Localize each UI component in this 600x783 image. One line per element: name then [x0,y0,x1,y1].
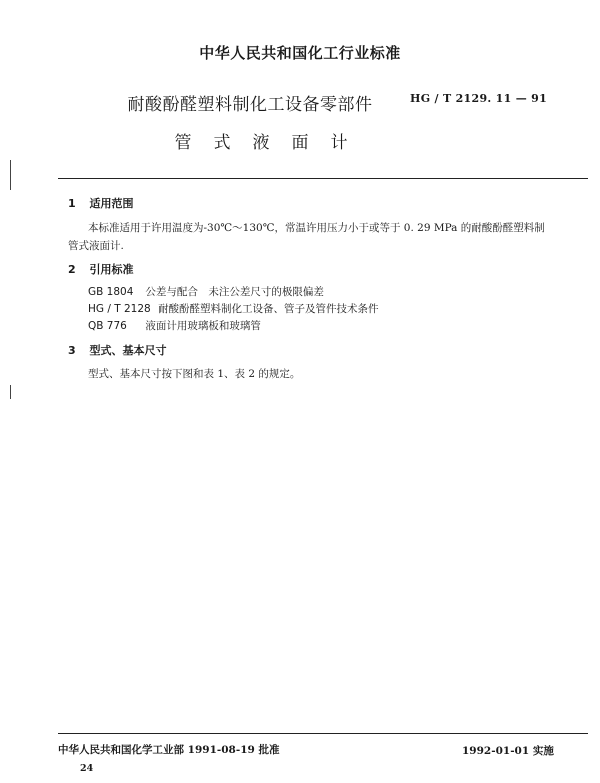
section-1-body-line-2: 管式液面计. [68,240,124,252]
implementation-date: 1992-01-01 实施 [462,745,554,757]
approval-note: 中华人民共和国化学工业部 1991-08-19 批准 [58,744,280,756]
reference-item [88,301,379,316]
reference-code: QB 776 [88,320,127,332]
section-title: 适用范围 [89,197,134,210]
reference-title: 公差与配合 未注公差尺寸的极限偏差 [145,286,324,298]
reference-item [88,318,261,333]
section-3-body: 型式、基本尺寸按下图和表 1、表 2 的规定。 [88,368,301,380]
section-1-heading [68,195,134,211]
standard-category: 中华人民共和国化工行业标准 [199,44,401,62]
page-number: 24 [80,763,94,774]
scan-artifact-line [10,160,11,190]
section-number: 3 [68,344,76,357]
section-2-heading [68,261,134,277]
standard-number: HG / T 2129. 11 — 91 [410,92,548,105]
section-number: 1 [68,197,76,210]
header-divider [58,178,588,179]
reference-title: 液面计用玻璃板和玻璃管 [145,320,261,332]
section-title: 型式、基本尺寸 [89,344,167,357]
reference-item [88,284,324,299]
section-title: 引用标准 [89,263,134,276]
document-title: 耐酸酚醛塑料制化工设备零部件 [127,95,373,115]
section-1-body-line-1: 本标准适用于许用温度为-30℃～130℃，常温许用压力小于或等于 0. 29 MPa 的耐酸酚醛塑料制 [88,222,545,234]
section-3-heading [68,342,167,358]
reference-title: 耐酸酚醛塑料制化工设备、管子及管件技术条件 [158,303,379,315]
document-subtitle: 管式液面计 [174,133,370,153]
scan-artifact-line [10,385,11,399]
reference-code: GB 1804 [88,286,134,298]
reference-code: HG / T 2128 [88,303,151,315]
footer-divider [58,733,588,734]
section-number: 2 [68,263,76,276]
